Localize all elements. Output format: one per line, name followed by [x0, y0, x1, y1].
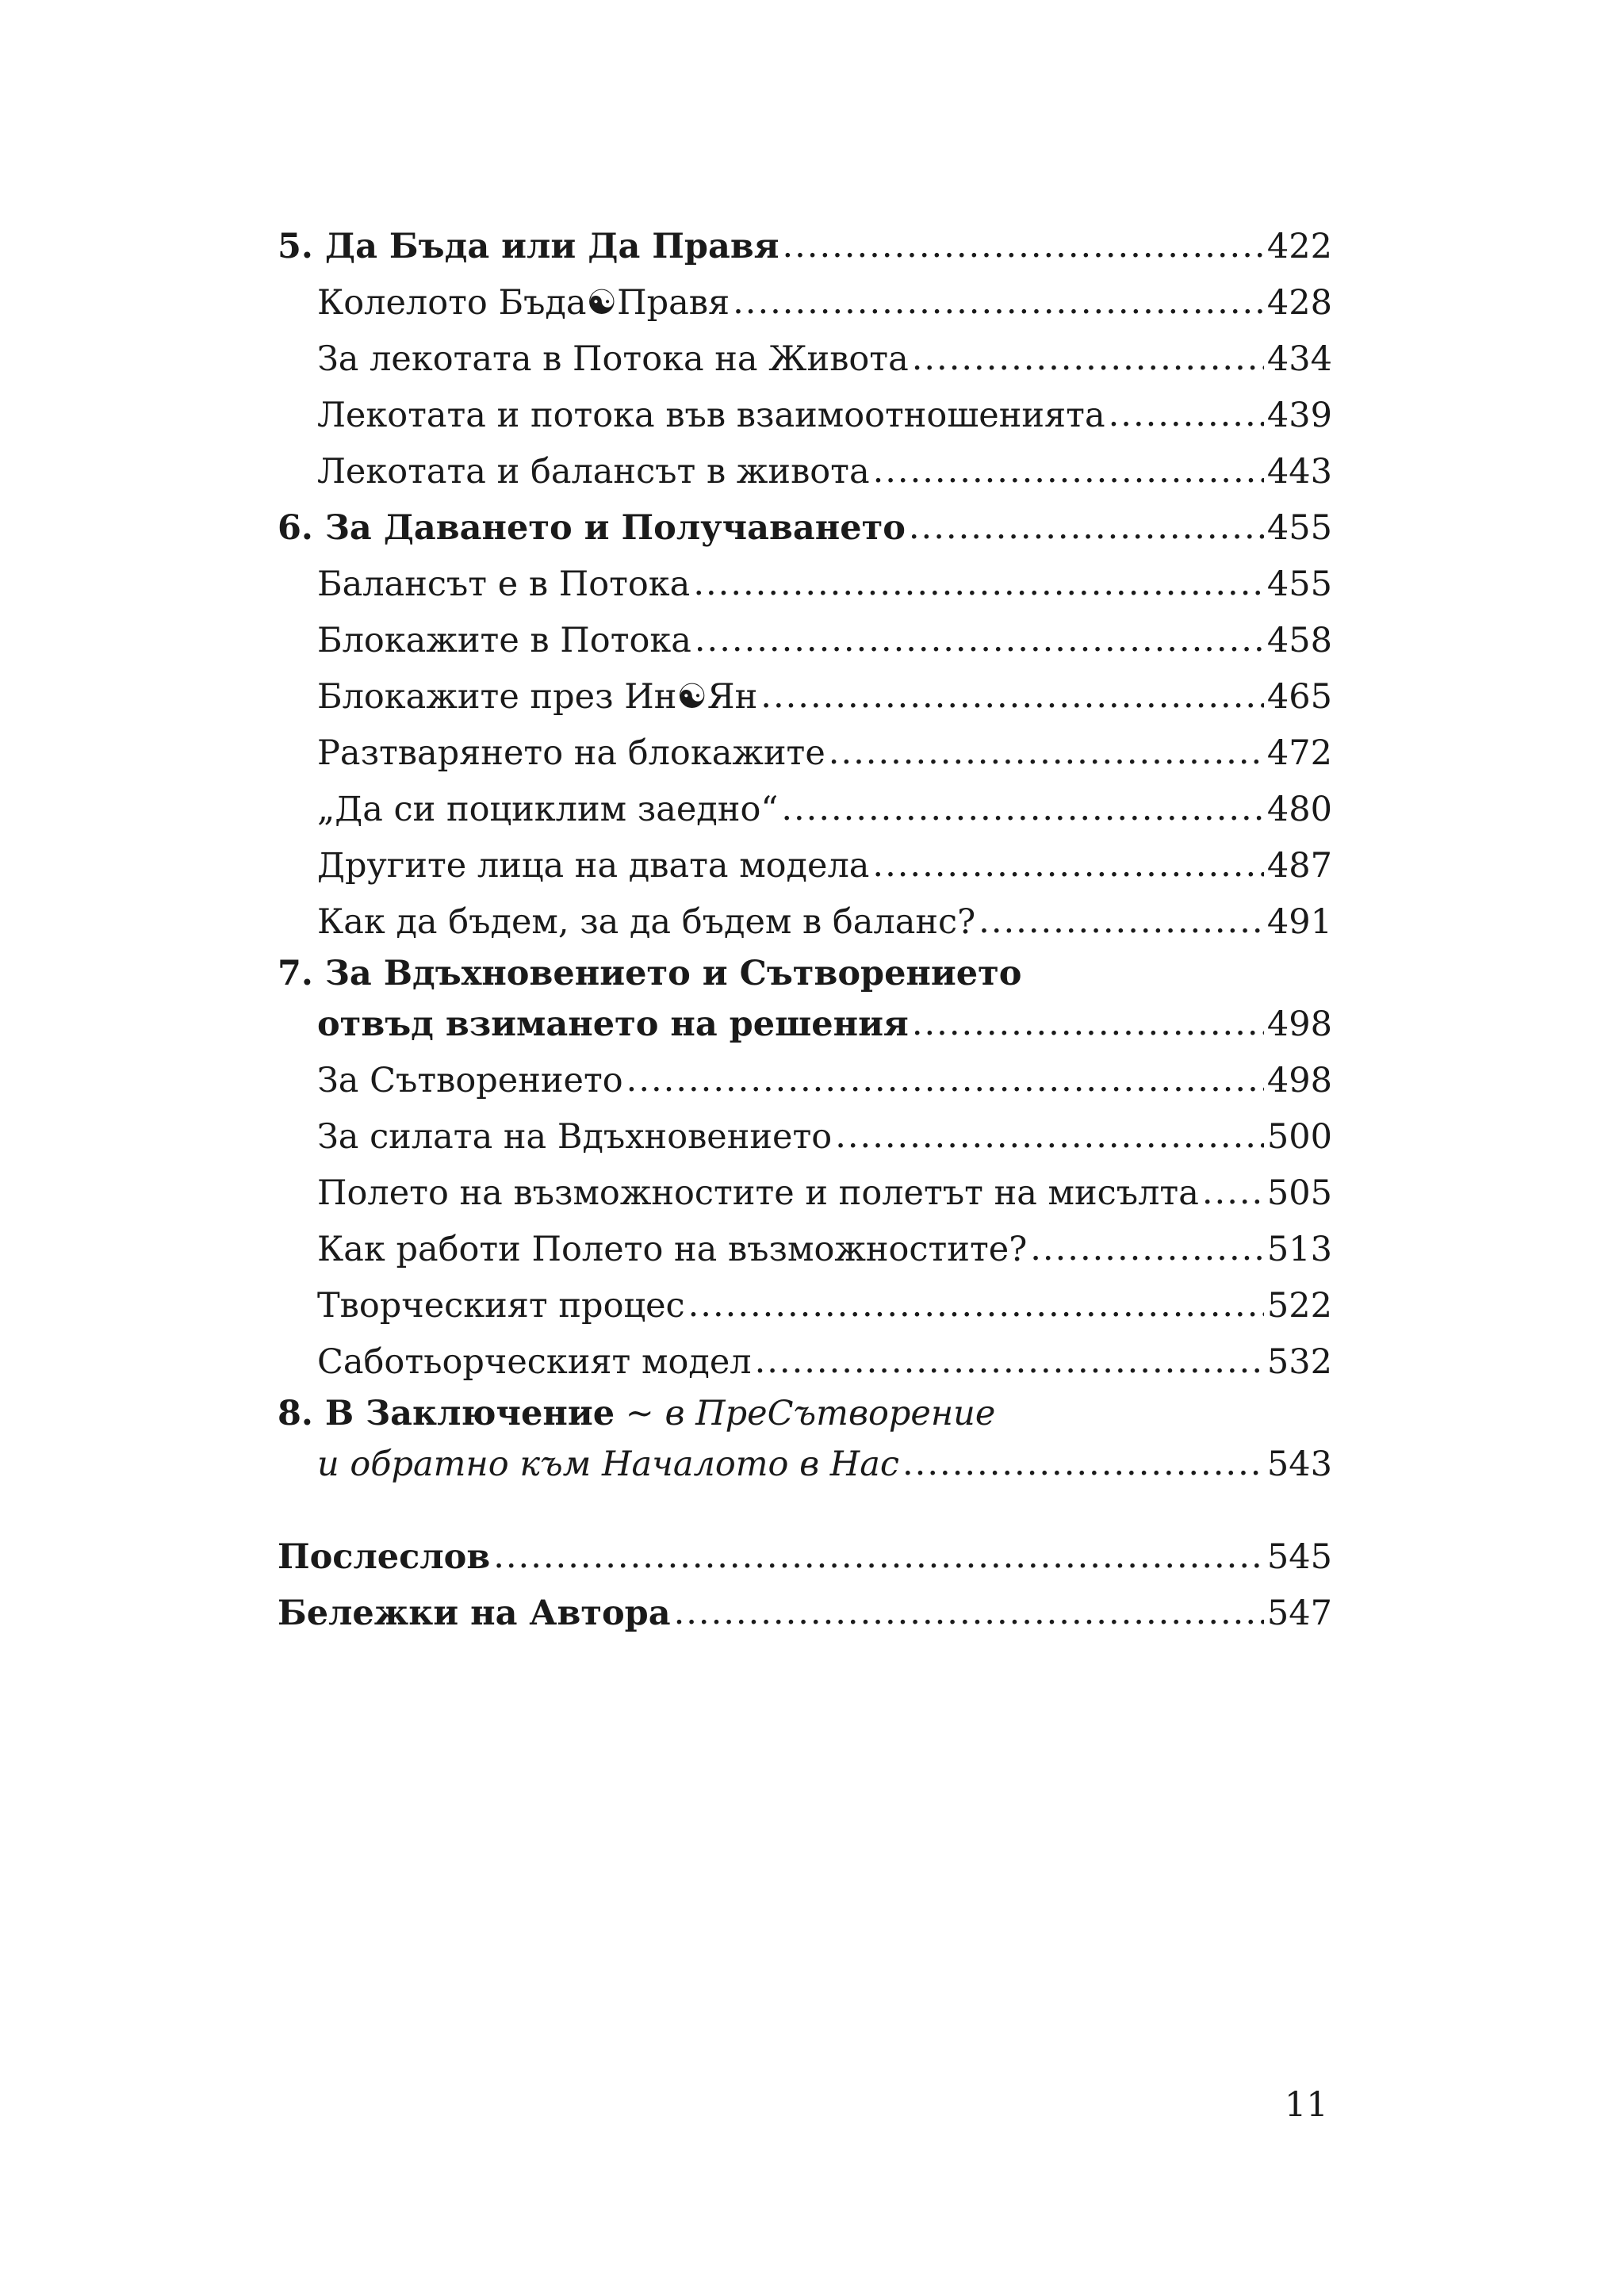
toc-entry-title: Лекотата и потока във взаимоотношенията — [317, 396, 1105, 435]
toc-entry — [278, 331, 1332, 388]
toc-entry — [278, 1334, 1332, 1391]
toc-entry — [278, 613, 1332, 669]
toc-page-number: 443 — [1266, 452, 1332, 492]
toc-entry-title: Колелото Бъда☯Правя — [317, 283, 730, 323]
toc-page-number: 472 — [1266, 733, 1332, 773]
toc-page-number: 487 — [1266, 846, 1332, 886]
dot-leader — [781, 781, 1264, 837]
toc-page-number: 500 — [1266, 1117, 1332, 1157]
toc-chapter-8-line1 — [278, 1391, 1332, 1437]
toc-chapter-title: Послеслов — [278, 1537, 491, 1577]
dot-leader — [626, 1052, 1264, 1108]
toc-entry-title: Блокажите през Ин☯Ян — [317, 677, 758, 717]
toc-chapter-title: 5. Да Бъда или Да Правя — [278, 227, 779, 266]
dot-leader — [872, 837, 1264, 894]
table-of-contents — [278, 219, 1332, 1642]
toc-entry — [278, 275, 1332, 331]
toc-chapter-title: Бележки на Автора — [278, 1594, 671, 1633]
dot-leader — [835, 1108, 1264, 1165]
dot-leader — [1030, 1221, 1264, 1277]
toc-entry — [278, 725, 1332, 782]
dot-leader — [782, 218, 1263, 274]
toc-entry-title: Саботьорческият модел — [317, 1342, 752, 1382]
toc-entry-title: Как да бъдем, за да бъдем в баланс? — [317, 902, 976, 942]
toc-entry-title: За лекотата в Потока на Живота — [317, 339, 909, 379]
toc-entry-title: Как работи Полето на възможностите? — [317, 1230, 1028, 1269]
toc-page-number: 498 — [1266, 1004, 1332, 1044]
toc-page-number: 455 — [1266, 564, 1332, 604]
toc-chapter-subtitle-italic: ~ в ПреСътворение — [615, 1394, 996, 1433]
dot-leader — [1109, 387, 1264, 443]
toc-entry — [278, 1278, 1332, 1334]
toc-chapter-6 — [278, 500, 1332, 557]
toc-page-number: 434 — [1266, 339, 1332, 379]
page-folio: 11 — [1285, 2085, 1328, 2125]
dot-leader — [873, 443, 1264, 499]
toc-page-number: 455 — [1266, 508, 1332, 548]
dot-leader — [979, 894, 1264, 950]
toc-page-number: 458 — [1266, 621, 1332, 660]
toc-entry — [278, 1222, 1332, 1278]
toc-entry-title: Другите лица на двата модела — [317, 846, 870, 886]
toc-page-number: 505 — [1266, 1173, 1332, 1213]
toc-chapter-8-line2 — [278, 1437, 1332, 1493]
toc-page-number: 422 — [1266, 227, 1332, 266]
toc-entry — [278, 1053, 1332, 1109]
toc-entry-title: За силата на Вдъхновението — [317, 1117, 833, 1157]
toc-page-number: 532 — [1266, 1342, 1332, 1382]
toc-page-number: 545 — [1266, 1537, 1332, 1577]
toc-entry-title: Балансът е в Потока — [317, 564, 691, 604]
dot-leader — [688, 1277, 1264, 1334]
toc-page-number: 513 — [1266, 1230, 1332, 1269]
toc-page-number: 498 — [1266, 1061, 1332, 1100]
dot-leader — [493, 1529, 1264, 1585]
toc-entry — [278, 1165, 1332, 1222]
dot-leader — [733, 274, 1264, 331]
dot-leader — [674, 1585, 1264, 1641]
toc-chapter-title — [278, 1391, 995, 1437]
toc-chapter-5 — [278, 219, 1332, 275]
toc-entry-title: Блокажите в Потока — [317, 621, 691, 660]
toc-chapter-title: 6. За Даването и Получаването — [278, 508, 906, 548]
toc-afterword — [278, 1529, 1332, 1586]
toc-page-number: 480 — [1266, 790, 1332, 829]
toc-chapter-7-line2 — [278, 997, 1332, 1053]
dot-leader — [693, 556, 1264, 612]
toc-page-number: 439 — [1266, 396, 1332, 435]
dot-leader — [760, 668, 1264, 725]
toc-chapter-title-continued: и обратно към Началото в Нас — [317, 1445, 900, 1484]
toc-page-number: 547 — [1266, 1594, 1332, 1633]
dot-leader — [912, 996, 1264, 1052]
toc-page-number: 522 — [1266, 1286, 1332, 1326]
toc-entry — [278, 669, 1332, 725]
toc-page-number: 543 — [1266, 1445, 1332, 1484]
toc-entry — [278, 838, 1332, 894]
dot-leader — [912, 331, 1264, 387]
toc-entry — [278, 894, 1332, 951]
toc-page-number: 465 — [1266, 677, 1332, 717]
toc-entry-title: „Да си поциклим заедно“ — [317, 790, 779, 829]
toc-page-number: 491 — [1266, 902, 1332, 942]
toc-chapter-title-continued: отвъд взимането на решения — [317, 1004, 909, 1044]
toc-entry-title: Разтварянето на блокажите — [317, 733, 825, 773]
toc-chapter-7-line1 — [278, 951, 1332, 997]
dot-leader — [902, 1436, 1264, 1492]
toc-entry-title: Лекотата и балансът в живота — [317, 452, 870, 492]
toc-page-number: 428 — [1266, 283, 1332, 323]
toc-entry — [278, 782, 1332, 838]
toc-entry — [278, 1109, 1332, 1165]
toc-entry-title: Творческият процес — [317, 1286, 685, 1326]
dot-leader — [695, 612, 1264, 668]
toc-chapter-title: 7. За Вдъхновението и Сътворението — [278, 954, 1022, 993]
toc-author-notes — [278, 1586, 1332, 1642]
toc-entry — [278, 557, 1332, 613]
dot-leader — [909, 499, 1264, 556]
toc-entry — [278, 388, 1332, 444]
toc-entry-title: За Сътворението — [317, 1061, 623, 1100]
toc-chapter-title-bold: 8. В Заключение — [278, 1394, 615, 1433]
toc-entry — [278, 444, 1332, 500]
dot-leader — [1202, 1165, 1264, 1221]
toc-entry-title: Полето на възможностите и полетът на мисълта — [317, 1173, 1199, 1213]
dot-leader — [755, 1334, 1264, 1390]
dot-leader — [829, 725, 1264, 781]
